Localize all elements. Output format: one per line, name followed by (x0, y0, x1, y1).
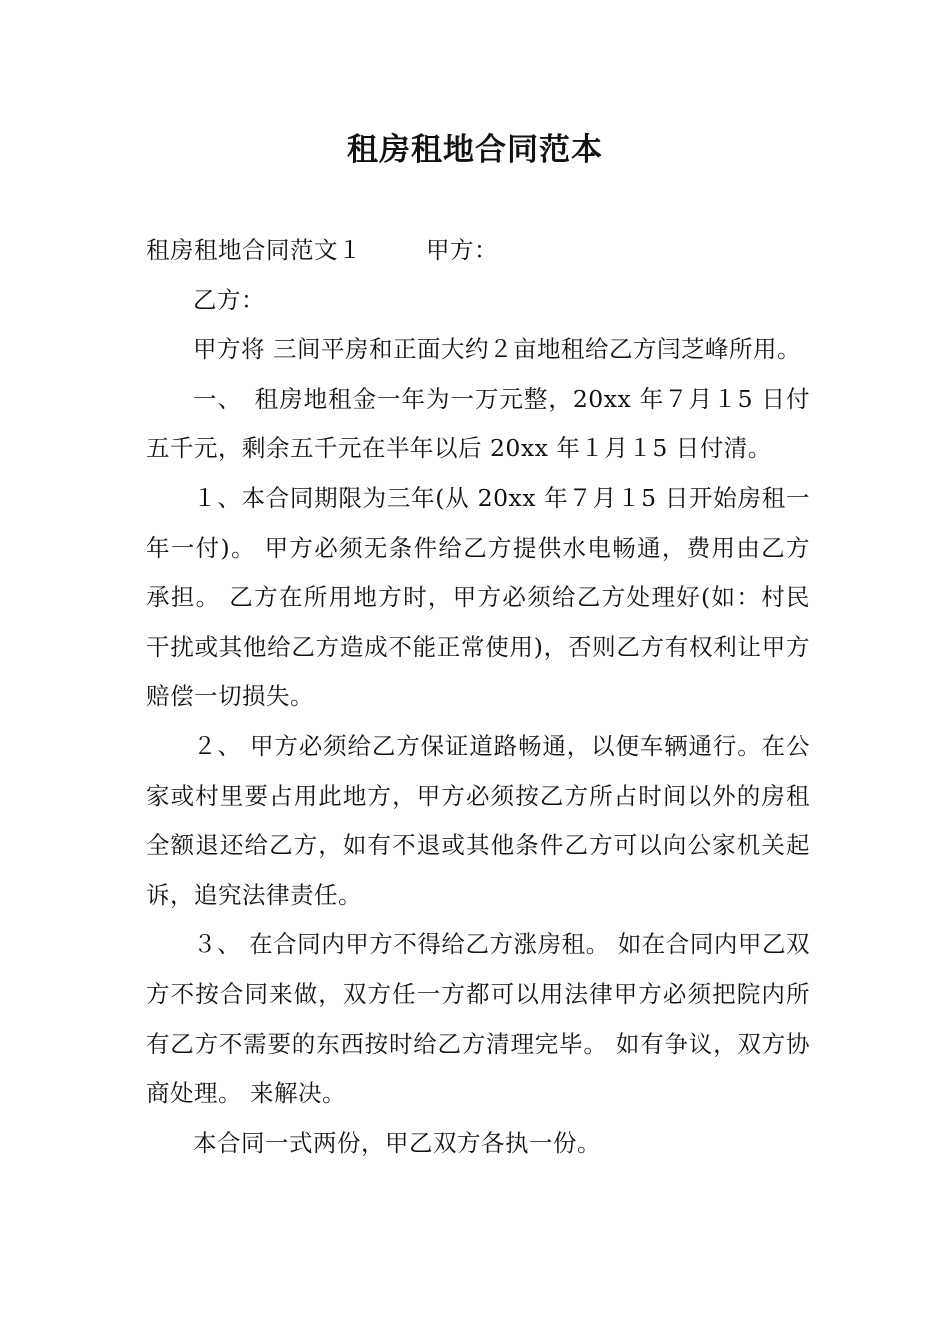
paragraph-clause-1: １、本合同期限为三年(从 20xx 年７月１5 日开始房租一年一付)。 甲方必须无条件给乙方提供水电畅通，费用由乙方承担。 乙方在所用地方时，甲方必须给乙方处理好(如：村民干扰或其他给乙方造成不能正常使用)，否则乙方有权利让甲方赔偿一切损失。 (146, 483, 810, 711)
party-a-label: 甲方： (426, 236, 498, 264)
paragraph-clause-3: ３、 在合同内甲方不得给乙方涨房租。 如在合同内甲乙双方不按合同来做，双方任一方都可以用法律甲方必须把院内所有乙方不需要的东西按时给乙方清理完毕。 如有争议，双方协商处理。 来解决。 (146, 930, 810, 1108)
paragraph-clause-2: ２、 甲方必须给乙方保证道路畅通，以便车辆通行。在公家或村里要占用此地方，甲方必须按乙方所占时间以外的房租全额退还给乙方，如有不退或其他条件乙方可以向公家机关起诉，追究法律责任。 (146, 731, 810, 909)
paragraph-copies: 本合同一式两份，甲乙双方各执一份。 (193, 1128, 601, 1157)
document-body (146, 226, 810, 1168)
party-b-label: 乙方： (193, 285, 265, 314)
intro-heading: 租房租地合同范文１ (146, 236, 362, 264)
document-title: 租房租地合同范本 (347, 132, 603, 168)
intro-line (146, 226, 810, 276)
paragraph-rent-amount: 一、 租房地租金一年为一万元整，20xx 年７月１5 日付五千元，剩余五千元在半年以后 20xx 年１月１5 日付清。 (146, 384, 810, 463)
paragraph-lease-object: 甲方将 三间平房和正面大约２亩地租给乙方闫芝峰所用。 (193, 335, 801, 364)
